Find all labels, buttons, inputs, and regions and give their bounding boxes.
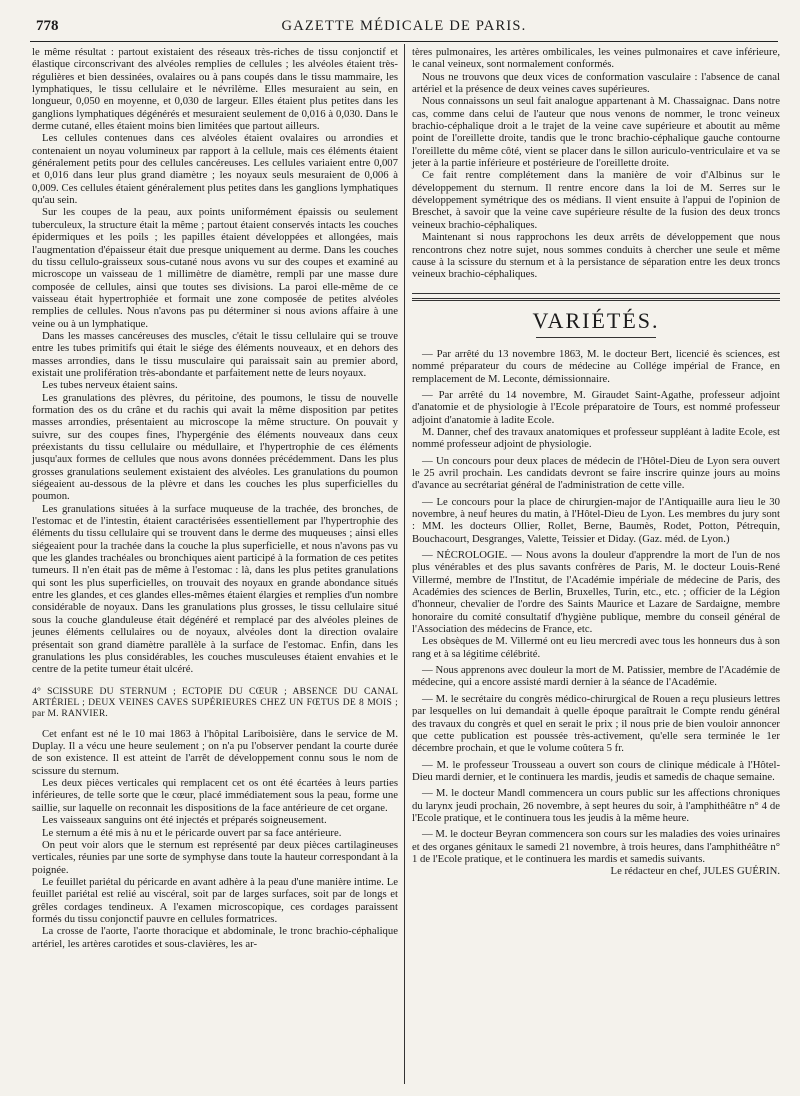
right-column (412, 46, 780, 878)
paragraph: Sur les coupes de la peau, aux points uniformément épaissis ou seulement tuberculeux, la structure était la même ; partout étaient conservés intacts les couches épidermiques et les poils ; les papilles étaient développées et allongées, mais l'augmentation d'épaisseur était due presque uniquement au derme. Dans les couches du tissu cellulo-graisseux sous-cutané nous avons vu sur des coupes et examiné au microscope un vaisseau de 1 millimètre de diamètre, rempli par une masse dure composée de cellules, ainsi que toutes ses divisions. La paroi elle-même de ce vaisseau était hypertrophiée et formait une zone composée de petites alvéoles remplies de cellules. Nous n'avons pas pu déterminer si nous avions affaire à une veine ou à un lymphatique. (32, 206, 398, 330)
news-item: — Nous apprenons avec douleur la mort de M. Patissier, membre de l'Académie de médecine, qui a encore assisté mardi dernier à la séance de l'Académie. (412, 664, 780, 689)
left-column (32, 46, 398, 950)
news-item: — Par arrêté du 13 novembre 1863, M. le docteur Bert, licencié ès sciences, est nommé préparateur du cours de médecine au Collége impérial de France, en remplacement de M. Leconte, démissionnaire. (412, 347, 780, 385)
paragraph: On peut voir alors que le sternum est représenté par deux pièces cartilagineuses verticales, réunies par une sorte de symphyse dans toute la hauteur correspondant à la poignée. (32, 838, 398, 876)
paragraph: Cet enfant est né le 10 mai 1863 à l'hôpital Lariboisière, dans le service de M. Duplay. Il a vécu une heure seulement ; on n'a pu l'observer pendant la courte durée de son existence. Il est atteint de l'arrêt de développement connu sous le nom de scissure du sternum. (32, 727, 398, 777)
section-rule-double (412, 298, 780, 301)
signature-name: JULES GUÉRIN. (703, 865, 780, 878)
news-item: M. Danner, chef des travaux anatomiques et professeur suppléant à ladite Ecole, est nommé professeur adjoint de physiologie. (412, 425, 780, 451)
paragraph: le même résultat : partout existaient des réseaux très-riches de tissu conjonctif et élastique circonscrivant des alvéoles remplies de cellules ; les alvéoles étaient très-régulières et bien dessinées, ovalaires ou à pans coupés dans le tissu mammaire, les lymphatiques, le tissu cellulaire et le névrilème. Elles mesuraient au sein, en longueur, 0,050 en moyenne, et 0,030 de largeur. Elles étaient plus petites dans les ganglions lymphatiques dégénérés et mesuraient seulement de 0,016 à 0,030. Dans le derme cutané, elles étaient moins bien limitées que partout ailleurs. (32, 46, 398, 133)
paragraph: Les granulations situées à la surface muqueuse de la trachée, des bronches, de l'estomac et de l'intestin, étaient caractérisées essentiellement par l'hypertrophie des éléments du tissu cellulaire qui se trouvent dans le derme des muqueuses ; ainsi elles siégeaient pour la trachée dans la couche la plus superficielle, et nous n'avons pas vu que les glandes trachéales ou bronchiques aient participé à la formation de ces petites tumeurs. Il n'en était pas de même à l'estomac : là, dans les plus petites granulations qui sont les plus superficielles, on trouvait des noyaux en grande abondance situés entre les glandes, et ces glandes elles-mêmes étaient élargies et remplies d'un nombre considérable de noyaux. Dans les granulations plus grosses, le tissu cellulaire situé sous la couche glanduleuse était dégénéré et remplacé par des alvéoles pleines de jeunes éléments cellulaires ou de noyaux, alvéoles dont la direction ovalaire présentait son grand diamètre parallèle à la surface de l'estomac. Enfin, dans les granulations les plus considérables, les couches musculeuses étaient envahies et le centre de la petite tumeur était ulcéré. (32, 502, 398, 676)
paragraph: Le sternum a été mis à nu et le péricarde ouvert par sa face antérieure. (42, 826, 342, 839)
signature-prefix: Le rédacteur en chef, (610, 865, 704, 878)
news-item: — M. le secrétaire du congrès médico-chirurgical de Rouen a reçu plusieurs lettres par lesquelles on lui demandait à quelle époque paraîtrait le Compte rendu général des travaux du congrès et quel en serait le prix ; il nous prie de bien vouloir annoncer que cette publication est poussée très-activement, qu'elle sera terminée le 1er décembre prochain, et que le volume coûtera 5 fr. (412, 692, 780, 755)
paragraph: Les deux pièces verticales qui remplacent cet os ont été écartées à leurs parties inférieures, de telle sorte que le cœur, placé immédiatement sous la peau, forme une saillie, sur laquelle on reconnait les dispositions de la face antérieure de cet organe. (32, 777, 398, 814)
section-title: VARIÉTÉS. (532, 307, 660, 333)
editor-signature (412, 865, 780, 877)
paragraph: Les cellules contenues dans ces alvéoles étaient ovalaires ou arrondies et contenaient un noyau volumineux par rapport à la cellule, mais ces éléments étaient généralement petits pour des cellules cancéreuses. Les cellules variaient entre 0,007 et 0,016 dans leur plus grand diamètre ; les noyaux seuls mesuraient de 0,006 à 0,009. Ces cellules étaient généralement plus petites dans les ganglions lymphatiques qu'au sein. (32, 132, 398, 207)
news-item: — Un concours pour deux places de médecin de l'Hôtel-Dieu de Lyon sera ouvert le 25 avril prochain. Les candidats devront se faire inscrire quinze jours au moins d'avance au secrétariat général de l'administration de cette ville. (412, 454, 780, 492)
paragraph: Les granulations des plèvres, du péritoine, des poumons, le tissu de nouvelle formation des os du crâne et du rachis qui avait la même disposition par petites masses arrondies, présentaient au microscope la même structure. On pouvait y suivre, sur des coupes fines, l'hypergénie des éléments nouveaux dans ceux préexistants du tissu cellulaire ou médullaire, et l'hypertrophie de ces éléments jusqu'aux formes de cellules que nous avons données précédemment. Dans les plus grosses granulations seulement existaient des alvéoles. Les granulations du poumon siégeaient au-dessous de la plèvre et dans les couches les plus superficielles du poumon. (32, 391, 398, 503)
section-rule (412, 293, 780, 294)
paragraph: Dans les masses cancéreuses des muscles, c'était le tissu cellulaire qui se trouve entre les tubes primitifs qui était le siége des éléments nouveaux, et en dehors des masses arrondies, dans le tissu musculaire qui paraissait sain au premier abord, existait une prolifération très-abondante et parfaitement nette de leurs noyaux. (32, 329, 398, 379)
news-item: — M. le docteur Mandl commencera un cours public sur les affections chroniques du larynx jeudi prochain, 26 novembre, à sept heures du soir, à l'amphithéâtre n° 4 de l'Ecole pratique, et le continuera tous les jeudis à la même heure. (412, 787, 780, 824)
paragraph: Nous ne trouvons que deux vices de conformation vasculaire : l'absence de canal artériel et la présence de deux veines caves supérieures. (412, 70, 780, 96)
paragraph: Les vaisseaux sanguins ont été injectés et préparés soigneusement. (42, 814, 327, 827)
paragraph: Les tubes nerveux étaient sains. (42, 379, 178, 392)
paragraph: Maintenant si nous rapprochons les deux arrêts de développement que nous rencontrons chez notre sujet, nous sommes conduits à chercher une seule et même cause à la scissure du sternum et à la persistance de séparation entre les deux troncs veineux brachio-céphaliques. (412, 231, 780, 281)
paragraph: Nous connaissons un seul fait analogue appartenant à M. Chassaignac. Dans notre cas, comme dans celui de l'auteur que nous venons de nommer, le tronc veineux brachio-céphalique droit a le trajet de la veine cave supérieure et aboutit au même point de l'oreillette droite, tandis que le tronc brachio-céphalique gauche contourne l'oreillette du même côté, vient se placer dans le sillon auriculo-ventriculaire et va se jeter à la partie inférieure et postérieure de l'oreillette droite. (412, 95, 780, 170)
news-item: — M. le professeur Trousseau a ouvert son cours de clinique médicale à l'Hôtel-Dieu mardi dernier, et le continuera les mardis, jeudis et samedis de chaque semaine. (412, 758, 780, 783)
case-heading: 4° SCISSURE DU STERNUM ; ECTOPIE DU CŒUR ; ABSENCE DU CANAL ARTÉRIEL ; DEUX VEINES CAVES SUPÉRIEURES CHEZ UN FŒTUS DE 8 MOIS ; par M. RANVIER. (32, 685, 398, 720)
paragraph: Le feuillet pariétal du péricarde en avant adhère à la peau d'une manière intime. Le feuillet pariétal est relié au viscéral, soit par de larges surfaces, soit par de longs et grêles cordages tendineux. A l'examen microscopique, ces cordages paraissent formés du tissu conjonctif pauvre en cellules formatrices. (32, 875, 398, 925)
news-item: Les obsèques de M. Villermé ont eu lieu mercredi avec tous les honneurs dus à son rang et à sa légitime célébrité. (412, 635, 780, 660)
running-head: GAZETTE MÉDICALE DE PARIS. (281, 18, 527, 34)
news-item: — Par arrêté du 14 novembre, M. Giraudet Saint-Agathe, professeur adjoint d'anatomie et de physiologie à l'Ecole préparatoire de Tours, est nommé professeur adjoint d'anatomie à ladite Ecole. (412, 388, 780, 426)
header-rule (30, 41, 778, 42)
paragraph: Ce fait rentre complétement dans la manière de voir d'Albinus sur le développement du sternum. Il rentre encore dans la loi de M. Serres sur le développement symétrique des os médians. Il vient ensuite à l'appui de l'opinion de Breschet, à savoir que la veine cave supérieure résulte de la fusion des deux troncs veineux brachio-céphaliques. (412, 169, 780, 231)
news-item: — Le concours pour la place de chirurgien-major de l'Antiquaille aura lieu le 30 novembre, à neuf heures du matin, à l'Hôtel-Dieu de Lyon. Les membres du jury sont : MM. les docteurs Ollier, Rollet, Berne, Baumès, Rodet, Potton, Pétrequin, Bouchacourt, Desgranges, Valette, Teissier et Diday. (Gaz. méd. de Lyon.) (412, 495, 780, 545)
title-rule (536, 337, 656, 338)
news-item: — M. le docteur Beyran commencera son cours sur les maladies des voies urinaires et des organes génitaux le samedi 21 novembre, à trois heures, dans l'amphithéâtre n° 1 de l'Ecole pratique, et le continuera les mardis et samedis suivants. (412, 828, 780, 865)
paragraph: La crosse de l'aorte, l'aorte thoracique et abdominale, le tronc brachio-céphalique artériel, les artères carotides et sous-clavières, les ar- (32, 925, 398, 950)
page-header (30, 16, 778, 38)
page-number: 778 (36, 18, 59, 34)
news-item: — NÉCROLOGIE. — Nous avons la douleur d'apprendre la mort de l'un de nos plus vénérables et des plus savants confrères de Paris, M. le docteur Louis-René Villermé, membre de l'Institut, de l'Académie impériale de médecine de Paris, des Académies des sciences de Berlin, Bruxelles, Turin, etc., etc. ; officier de la Légion d'honneur, chevalier de l'ordre des Saints Maurice et Lazare de Sardaigne, membre honoraire du comité consultatif d'hygiène publique, membre du conseil général de l'Association des médecins de France, etc. (412, 549, 780, 636)
paragraph: tères pulmonaires, les artères ombilicales, les veines pulmonaires et cave inférieure, le canal veineux, sont normalement conformés. (412, 46, 780, 71)
column-divider (404, 44, 405, 1084)
